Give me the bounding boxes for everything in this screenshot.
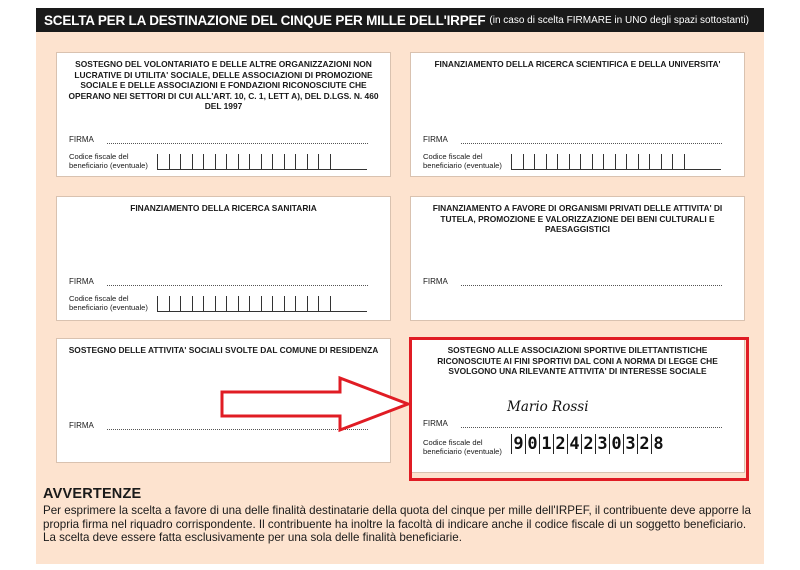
section-header	[36, 8, 764, 32]
cf-digit: 4	[567, 434, 581, 454]
cf-baseline	[511, 169, 721, 170]
cf-cell	[249, 296, 261, 312]
firma-field[interactable]	[69, 132, 368, 144]
cf-digit: 1	[539, 434, 553, 454]
box-title: FINANZIAMENTO DELLA RICERCA SANITARIA	[130, 203, 317, 213]
warning-section	[43, 486, 755, 545]
firma-field[interactable]	[69, 274, 368, 286]
cf-cell	[330, 154, 342, 170]
cf-cell	[226, 154, 238, 170]
cf-cell	[284, 296, 296, 312]
cf-cell	[661, 154, 673, 170]
cf-digit: 0	[525, 434, 539, 454]
cf-cell	[557, 154, 569, 170]
firma-label: FIRMA	[423, 277, 448, 286]
cf-cell	[249, 154, 261, 170]
header-title: SCELTA PER LA DESTINAZIONE DEL CINQUE PER MILLE DELL'IRPEF	[44, 12, 486, 28]
cf-cell	[318, 296, 330, 312]
cf-cell	[261, 154, 273, 170]
cf-digit: 3	[595, 434, 609, 454]
cf-cell	[192, 296, 204, 312]
cf-digit: 9	[511, 434, 525, 454]
cf-cell	[318, 154, 330, 170]
cf-cell	[295, 296, 307, 312]
cf-cell	[330, 296, 342, 312]
cf-label: Codice fiscale del beneficiario (eventuale)	[69, 294, 148, 312]
cf-cell	[272, 154, 284, 170]
cf-cell	[157, 296, 169, 312]
box-volontariato	[56, 52, 391, 177]
firma-line	[107, 135, 368, 144]
cf-cell	[295, 154, 307, 170]
box-title: FINANZIAMENTO A FAVORE DI ORGANISMI PRIVATI DELLE ATTIVITA' DI TUTELA, PROMOZIONE E VALORIZZAZIONE DEI BENI CULTURALI E PAESAGGISTICI	[432, 203, 723, 234]
cf-cell	[569, 154, 581, 170]
cf-cell	[226, 296, 238, 312]
firma-line	[461, 277, 722, 286]
firma-label: FIRMA	[69, 135, 94, 144]
arrow-right-icon	[220, 375, 430, 433]
cf-digit: 0	[609, 434, 623, 454]
cf-cell	[192, 154, 204, 170]
box-ricerca-sanitaria	[56, 196, 391, 321]
cf-cell	[203, 296, 215, 312]
cf-cell	[238, 296, 250, 312]
cf-cell	[592, 154, 604, 170]
cf-cell	[534, 154, 546, 170]
box-title: SOSTEGNO DEL VOLONTARIATO E DELLE ALTRE ORGANIZZAZIONI NON LUCRATIVE DI UTILITA' SOCIALE, DELLE ASSOCIAZIONI DI PROMOZIONE SOCIALE E DELLE ASSOCIAZIONI E FONDAZIONI RICONOSCIUTE CHE OPERANO NEI SETTORI DI CUI ALL'ART. 10, C. 1, LETT A), DEL D.LGS. N. 460 DEL 1997	[68, 59, 379, 111]
cf-label: Codice fiscale del beneficiario (eventuale)	[423, 152, 502, 170]
cf-cell	[203, 154, 215, 170]
cf-cell	[615, 154, 627, 170]
cf-cell	[169, 296, 181, 312]
cf-digit: 2	[581, 434, 595, 454]
cf-cell	[180, 154, 192, 170]
cf-cell	[215, 154, 227, 170]
cf-cell	[603, 154, 615, 170]
box-beni-culturali	[410, 196, 745, 321]
cf-cell	[580, 154, 592, 170]
firma-line	[107, 277, 368, 286]
cf-cell	[261, 296, 273, 312]
firma-label: FIRMA	[423, 135, 448, 144]
warning-heading: AVVERTENZE	[43, 486, 142, 502]
cf-cell	[684, 154, 696, 170]
header-subtitle: (in caso di scelta FIRMARE in UNO degli spazi sottostanti)	[489, 14, 749, 26]
cf-cell	[546, 154, 558, 170]
box-title: SOSTEGNO ALLE ASSOCIAZIONI SPORTIVE DILETTANTISTICHE RICONOSCIUTE AI FINI SPORTIVI DAL CONI A NORMA DI LEGGE CHE SVOLGONO UNA RILEVANTE ATTIVITA' DI INTERESSE SOCIALE	[437, 345, 718, 376]
firma-field[interactable]	[423, 274, 722, 286]
firma-label: FIRMA	[69, 421, 94, 430]
signature: Mario Rossi	[507, 399, 589, 415]
cf-cell	[638, 154, 650, 170]
codice-fiscale-field[interactable]	[157, 296, 367, 312]
firma-line	[461, 135, 722, 144]
cf-digit: 2	[553, 434, 567, 454]
cf-cell	[523, 154, 535, 170]
box-ricerca-scientifica	[410, 52, 745, 177]
cf-cell	[307, 154, 319, 170]
cf-cell	[511, 154, 523, 170]
cf-cell	[284, 154, 296, 170]
firma-label: FIRMA	[69, 277, 94, 286]
box-title: SOSTEGNO DELLE ATTIVITA' SOCIALI SVOLTE DAL COMUNE DI RESIDENZA	[68, 345, 379, 355]
codice-fiscale-field[interactable]	[511, 154, 721, 170]
cf-cell	[626, 154, 638, 170]
firma-label: FIRMA	[423, 419, 448, 428]
cf-cell	[157, 154, 169, 170]
firma-field[interactable]	[423, 132, 722, 144]
cf-digit: 8	[651, 434, 665, 454]
cf-cell	[169, 154, 181, 170]
cf-digit: 2	[637, 434, 651, 454]
cf-cell	[307, 296, 319, 312]
warning-text: Per esprimere la scelta a favore di una delle finalità destinatarie della quota del cinque per mille dell'IRPEF, il contribuente deve apporre la propria firma nel riquadro corrispondente. Il contribuente ha inoltre la facoltà di indicare anche il codice fiscale di un soggetto beneficiario. La scelta deve essere fatta esclusivamente per una sola delle finalità beneficiarie.	[43, 504, 751, 545]
cf-cell	[180, 296, 192, 312]
cf-cell	[272, 296, 284, 312]
cf-baseline	[157, 169, 367, 170]
highlight-rectangle	[409, 337, 749, 481]
cf-cell	[238, 154, 250, 170]
cf-label: Codice fiscale del beneficiario (eventuale)	[69, 152, 148, 170]
cf-cell	[649, 154, 661, 170]
cf-baseline	[157, 311, 367, 312]
cf-digit: 3	[623, 434, 637, 454]
cf-label: Codice fiscale del beneficiario (eventuale)	[423, 438, 502, 456]
cf-cell	[215, 296, 227, 312]
cf-cell	[672, 154, 684, 170]
codice-fiscale-field[interactable]	[157, 154, 367, 170]
box-title: FINANZIAMENTO DELLA RICERCA SCIENTIFICA E DELLA UNIVERSITA'	[434, 59, 721, 69]
